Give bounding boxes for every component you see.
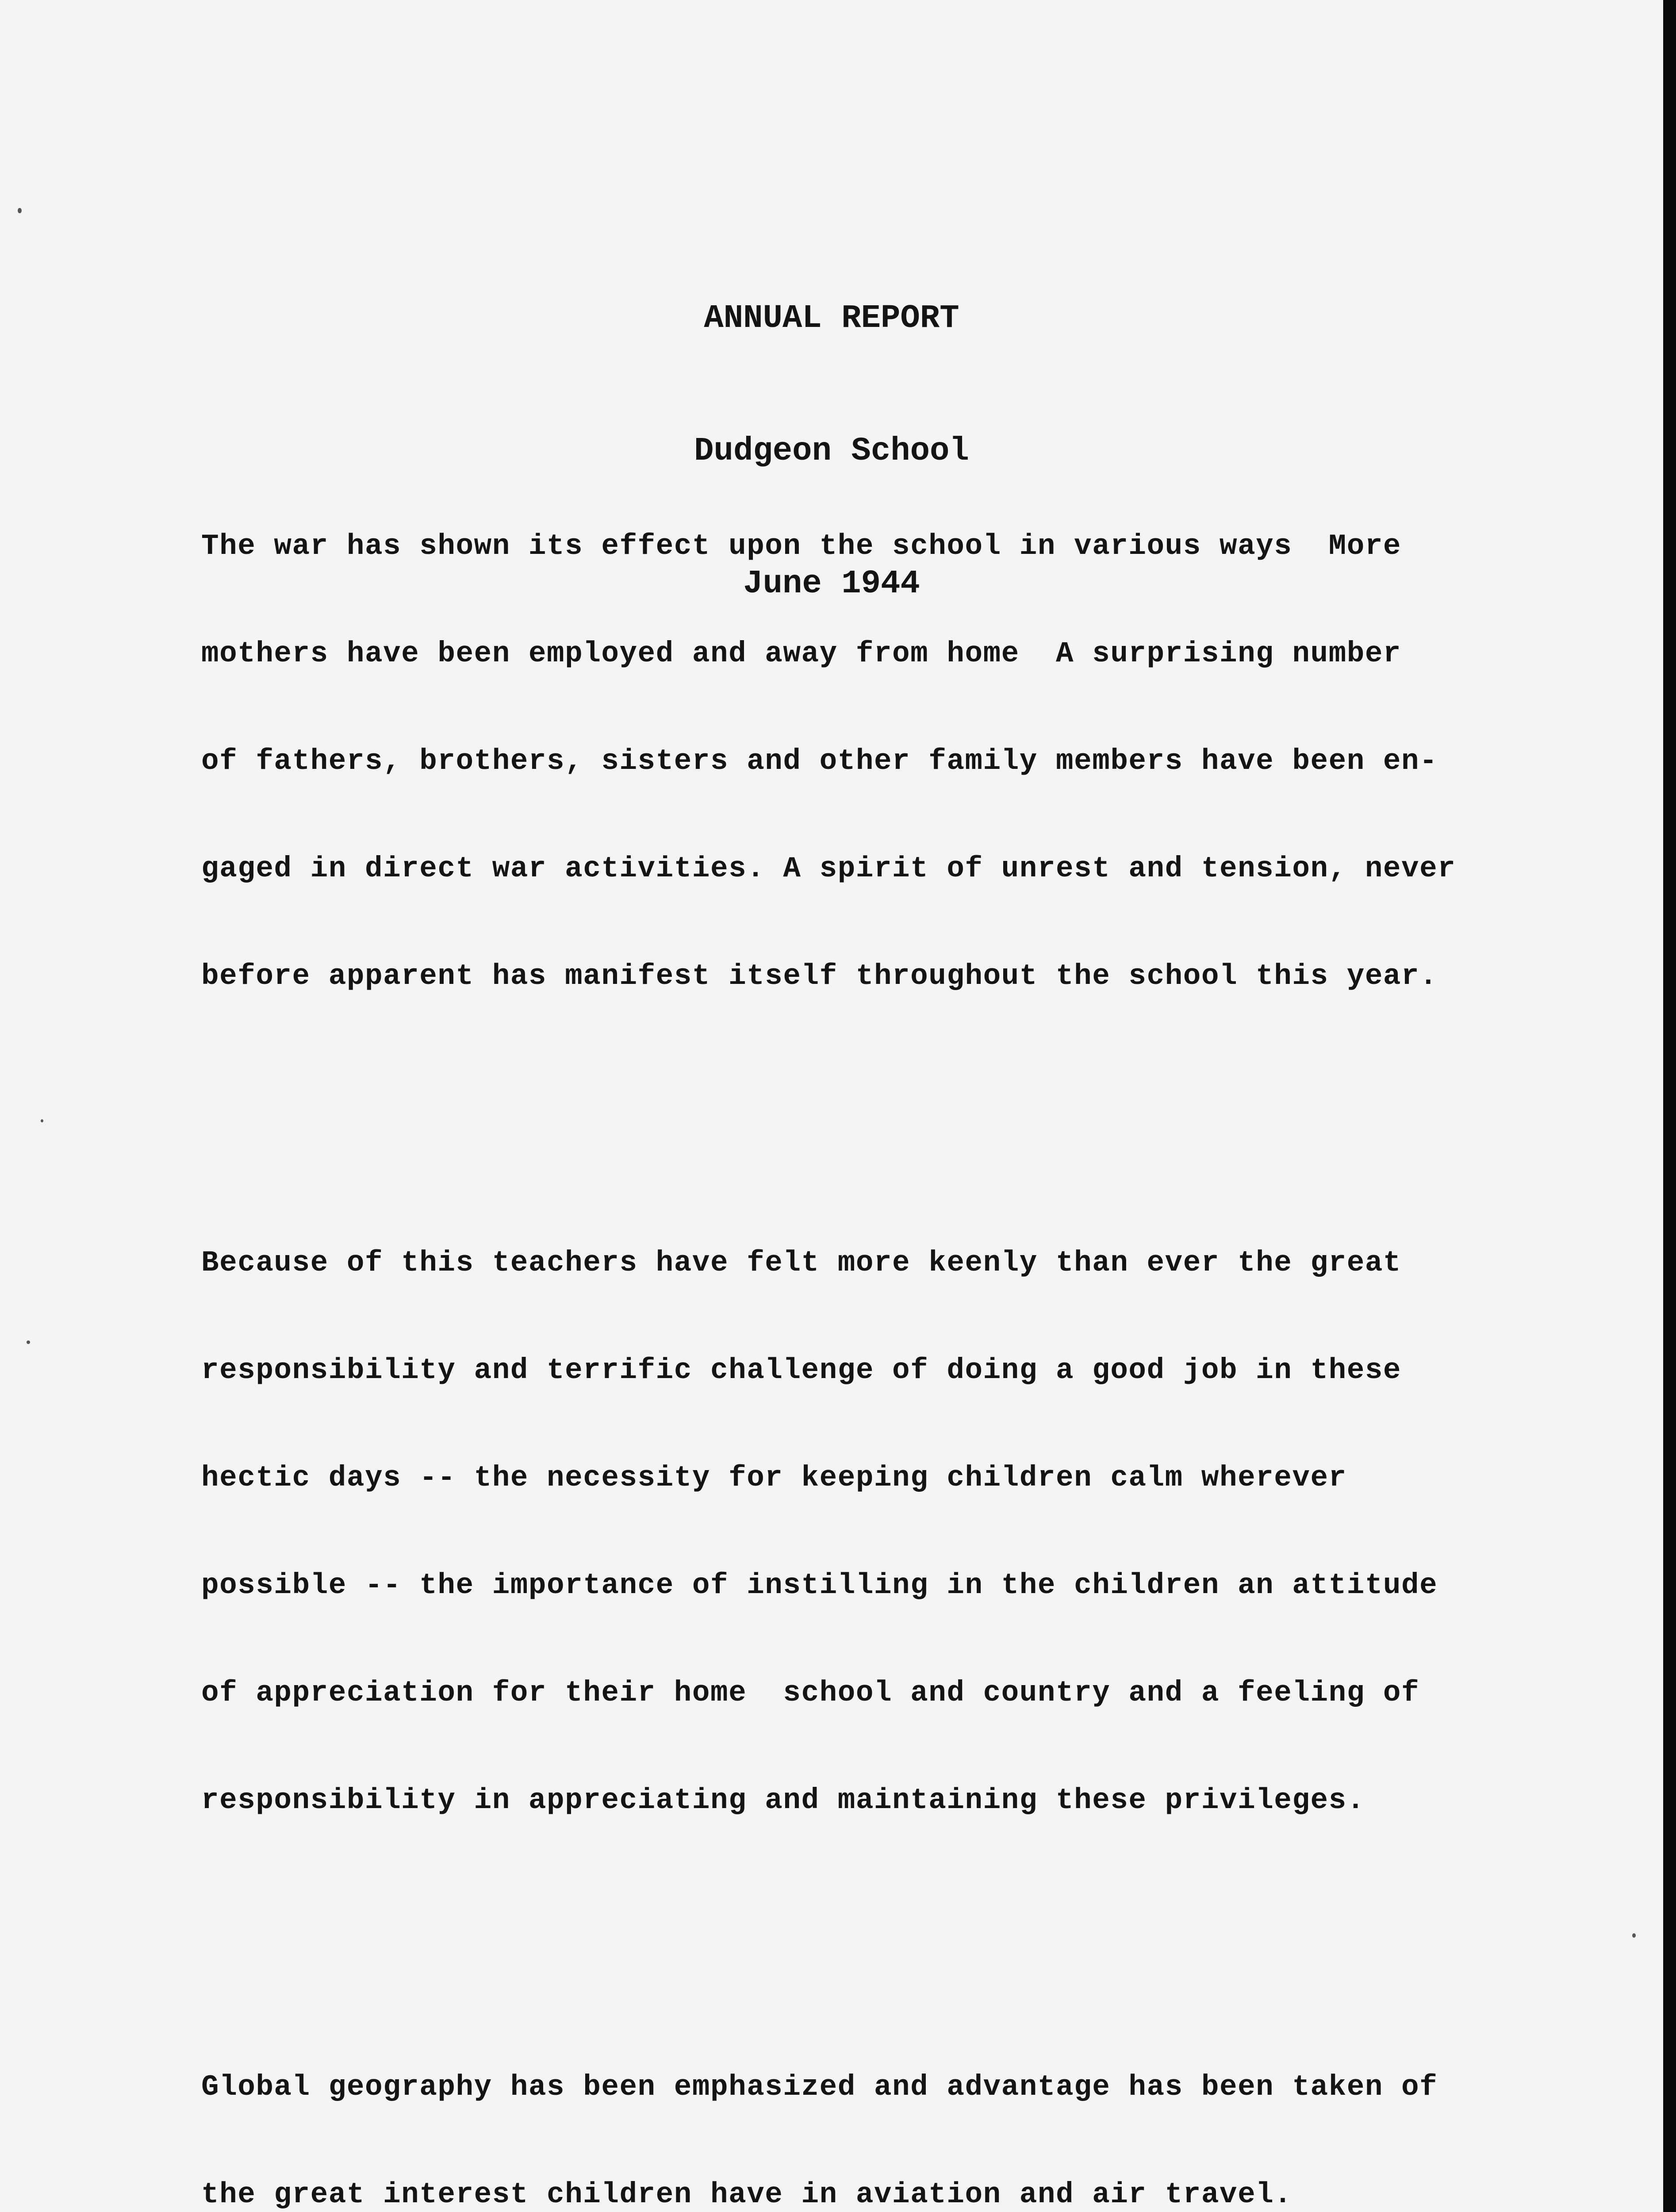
paragraph-teacher-responsibility [201, 1173, 1492, 1890]
text-line: Because of this teachers have felt more keenly than ever the great [201, 1246, 1402, 1279]
text-line: Global geography has been emphasized and advantage has been taken of [201, 2070, 1438, 2104]
text-line: possible -- the importance of instilling in the children an attitude [201, 1569, 1438, 1602]
report-title: ANNUAL REPORT [704, 300, 959, 337]
scan-edge [1663, 0, 1676, 2212]
school-name: Dudgeon School [694, 433, 969, 470]
text-line: responsibility and terrific challenge of doing a good job in these [201, 1354, 1402, 1387]
text-line: the great interest children have in aviation and air travel. [201, 2178, 1292, 2211]
paragraph-war-effects [201, 457, 1492, 1066]
paragraph-global-geography [201, 1997, 1492, 2212]
text-line: The war has shown its effect upon the school in various ways More [201, 530, 1402, 563]
report-body [201, 385, 1492, 2212]
report-date: June 1944 [743, 565, 920, 603]
text-line: mothers have been employed and away from home A surprising number [201, 637, 1402, 670]
text-line: before apparent has manifest itself throughout the school this year. [201, 960, 1438, 993]
text-line: hectic days -- the necessity for keeping children calm wherever [201, 1461, 1347, 1494]
text-line: gaged in direct war activities. A spirit of unrest and tension, never [201, 852, 1456, 885]
text-line: of appreciation for their home school and country and a feeling of [201, 1676, 1420, 1709]
text-line: of fathers, brothers, sisters and other family members have been en- [201, 745, 1438, 778]
text-line: responsibility in appreciating and maintaining these privileges. [201, 1784, 1365, 1817]
paper-speck [41, 1119, 43, 1122]
paper-speck [1632, 1933, 1636, 1938]
paper-speck [27, 1340, 30, 1344]
